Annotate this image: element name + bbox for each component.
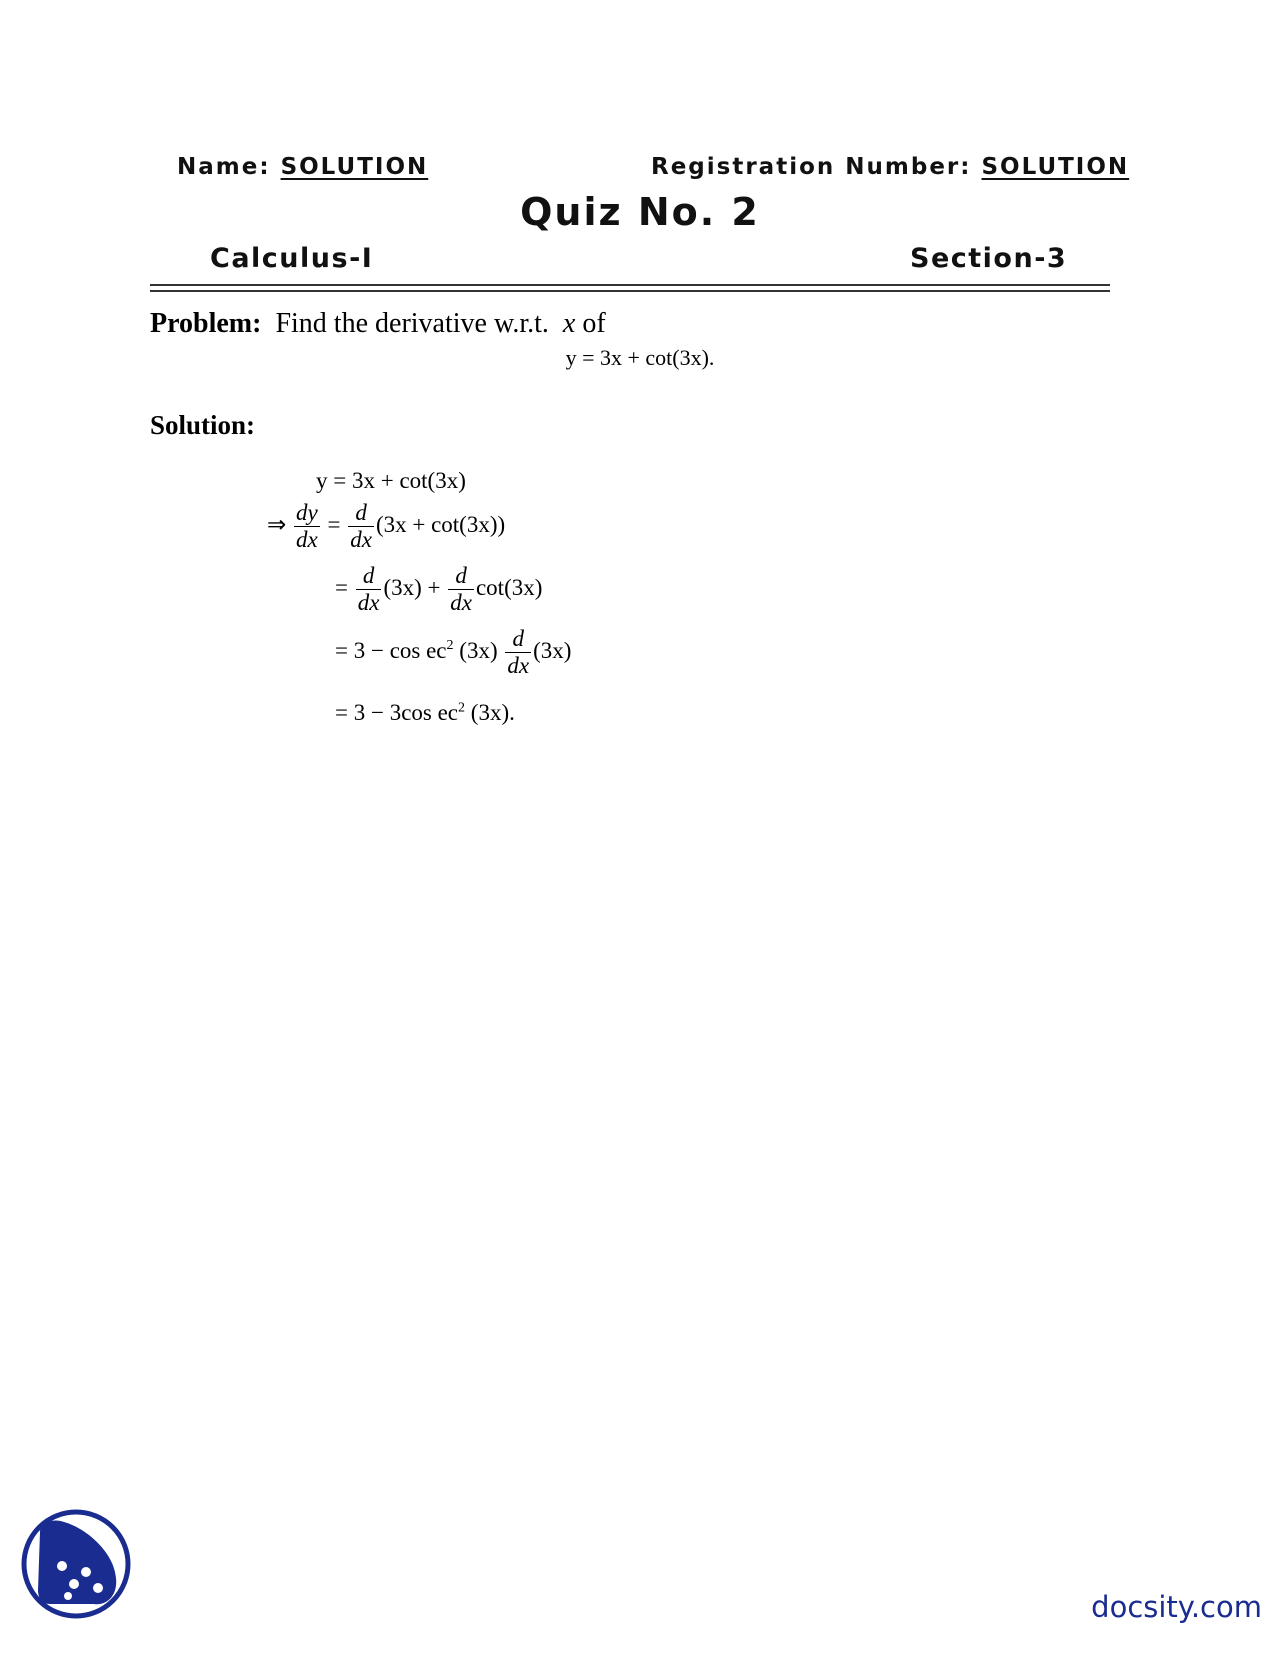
double-rule-divider — [150, 280, 1110, 294]
expression: (3x + cot(3x)) — [375, 511, 506, 537]
name-value: SOLUTION — [280, 154, 429, 180]
expression: cot(3x) — [475, 574, 543, 600]
expression: = 3 − 3cos ec — [335, 700, 459, 725]
name-line — [177, 154, 428, 180]
fraction-numerator: dy — [296, 500, 318, 525]
fraction-dy-dx — [294, 500, 320, 553]
solution-line-4 — [335, 626, 571, 679]
problem-suffix: of — [582, 308, 606, 339]
registration-label: Registration Number: — [651, 154, 972, 180]
fraction-denominator: dx — [296, 527, 318, 552]
equals-sign: = — [327, 511, 341, 537]
implies-symbol: ⇒ — [267, 511, 287, 537]
expression: = 3 − cos ec — [335, 637, 447, 663]
solution-line-5 — [335, 700, 515, 726]
section-name: Section-3 — [910, 243, 1068, 274]
fraction-denominator: dx — [357, 590, 380, 615]
course-name: Calculus-I — [210, 243, 374, 274]
expression: (3x) + — [383, 574, 441, 600]
fraction-denominator: dx — [350, 527, 372, 552]
fraction-denominator: dx — [507, 653, 530, 678]
docsity-logo-icon — [20, 1508, 132, 1625]
fraction-numerator: d — [505, 626, 531, 653]
docsity-logo-svg — [20, 1508, 132, 1620]
fraction-denominator: dx — [450, 590, 472, 615]
fraction-d-dx — [505, 626, 531, 679]
problem-label: Problem: — [150, 308, 262, 339]
registration-value: SOLUTION — [981, 154, 1130, 180]
fraction-numerator: d — [356, 563, 382, 590]
problem-statement — [150, 308, 606, 340]
solution-line-1: y = 3x + cot(3x) — [316, 468, 466, 493]
name-label: Name: — [177, 154, 271, 180]
superscript: 2 — [458, 700, 466, 716]
superscript: 2 — [446, 638, 454, 654]
problem-variable: x — [562, 308, 576, 339]
quiz-title: Quiz No. 2 — [520, 190, 760, 234]
solution-label: Solution: — [150, 410, 256, 440]
fraction-d-dx — [356, 563, 382, 616]
solution-line-2 — [267, 500, 505, 553]
fraction-d-dx — [448, 563, 474, 616]
fraction-numerator: d — [448, 563, 474, 590]
expression: (3x) — [533, 637, 572, 663]
registration-line — [651, 154, 1129, 180]
problem-text: Find the derivative w.r.t. — [275, 308, 549, 339]
fraction-numerator: d — [348, 500, 374, 527]
expression: (3x). — [470, 700, 515, 725]
expression: (3x) — [459, 637, 498, 663]
equals-sign: = — [335, 574, 348, 600]
docsity-brand-text[interactable]: docsity.com — [1091, 1590, 1262, 1624]
fraction-d-dx — [348, 500, 374, 553]
solution-line-3 — [335, 563, 542, 616]
problem-equation: y = 3x + cot(3x). — [565, 345, 715, 370]
